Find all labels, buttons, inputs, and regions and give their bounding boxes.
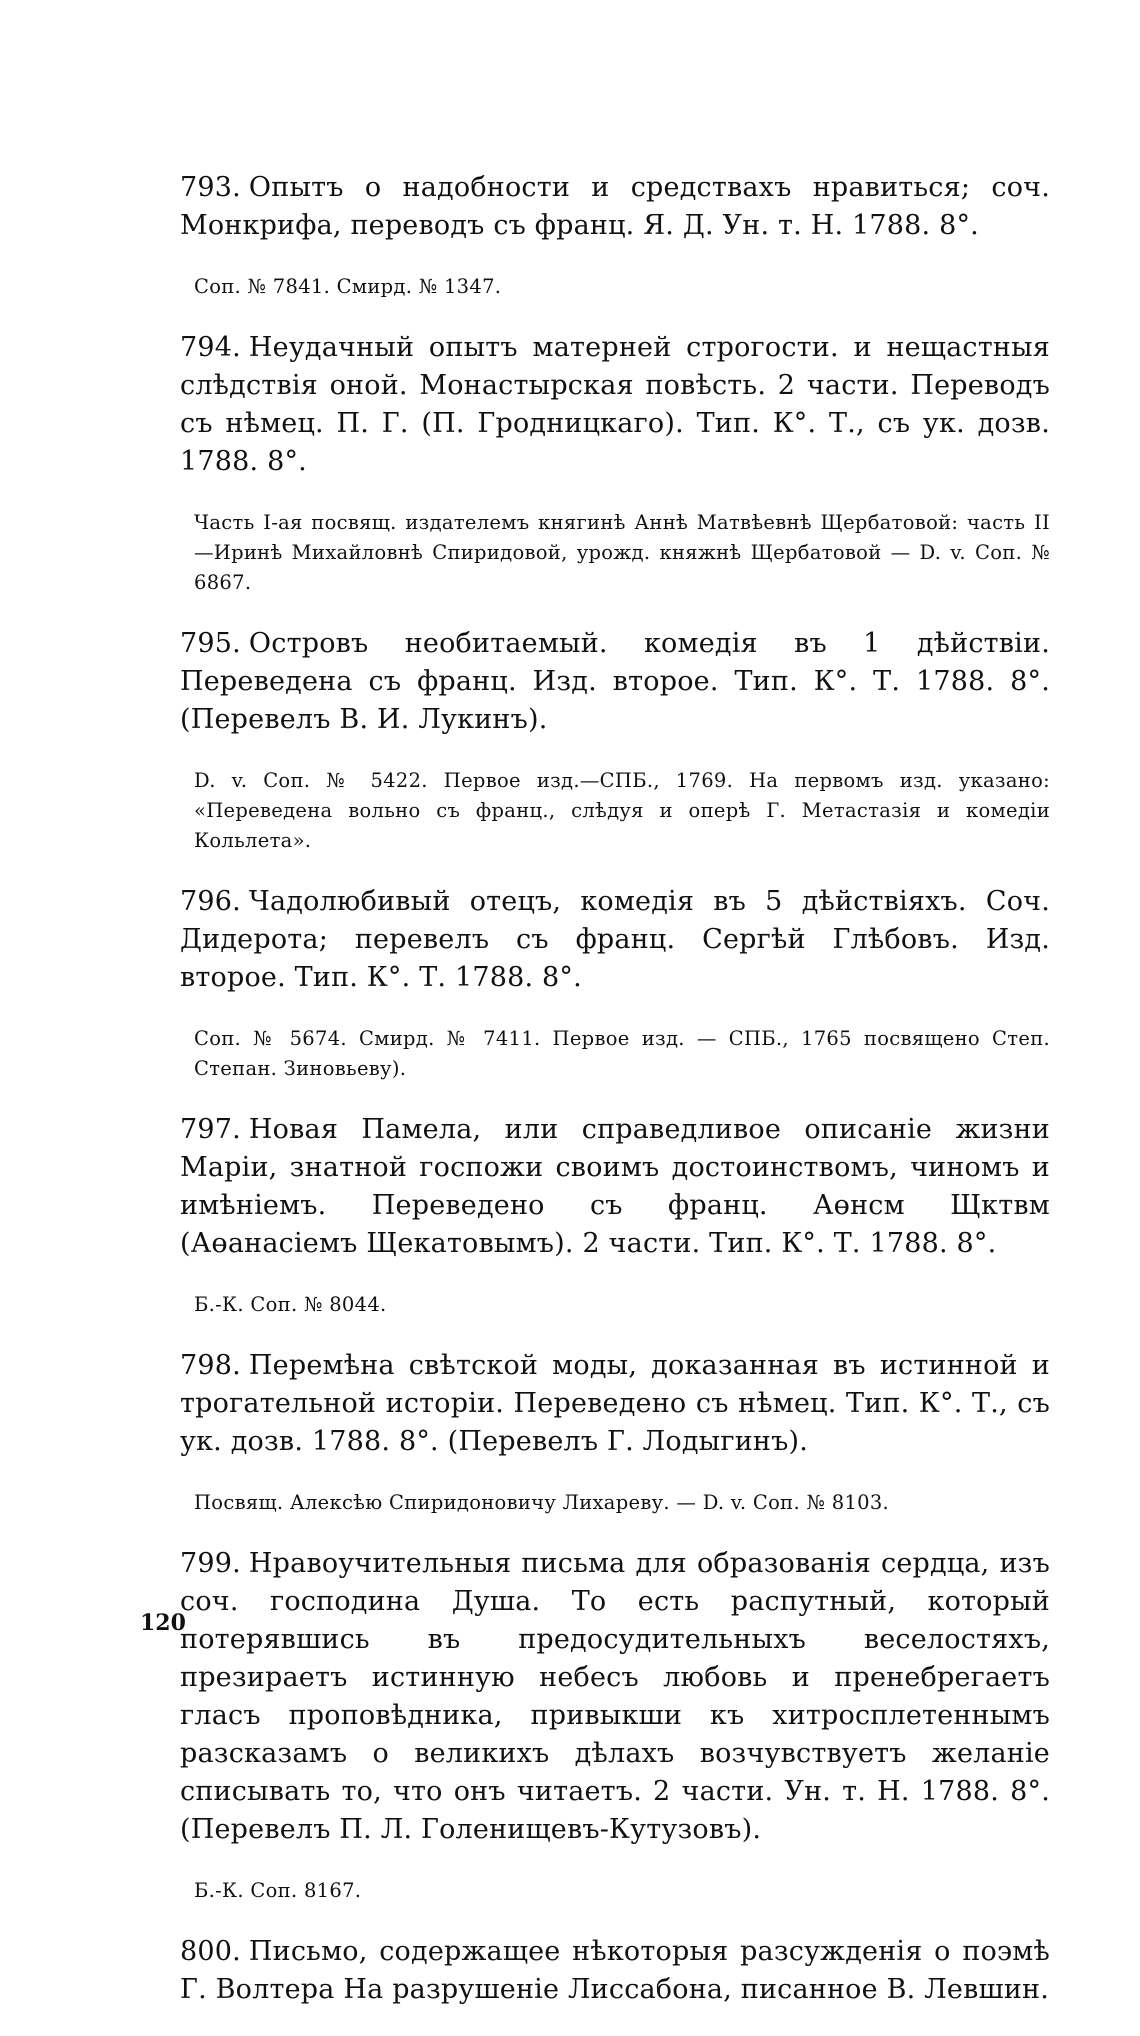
entry-text: 794. Неудачный опытъ матерней строгости. и нещастныя слѣдствія оной. Монастырская повѣсть. 2 части. Переводъ съ нѣмец. П. Г. (П. Гродницкаго). Тип. К°. Т., съ ук. дозв. 1788. 8°. (180, 332, 1050, 477)
entry-note: Б.-К. Соп. 8167. (194, 1879, 362, 1902)
entry-note: Посвящ. Алексѣю Спиридоновичу Лихареву. — D. v. Соп. № 8103. (194, 1491, 890, 1514)
entry-text: 797. Новая Памела, или справедливое описаніе жизни Маріи, знатной госпожи своимъ достоинствомъ, чиномъ и имѣніемъ. Переведено съ франц. Аөнсм Щктвм (Аөанасіемъ Щекатовымъ). 2 части. Тип. К°. Т. 1788. 8°. (180, 1114, 1050, 1259)
entry-795 (180, 625, 1050, 856)
entry-text: 795. Островъ необитаемый. комедія въ 1 дѣйствіи. Переведена съ франц. Изд. второе. Тип. К°. Т. 1788. 8°. (Перевелъ В. И. Лукинъ). (180, 628, 1050, 735)
page-number: 120 (140, 1610, 186, 1636)
entry-note: Б.-К. Соп. № 8044. (194, 1293, 387, 1316)
entry-798 (180, 1347, 1050, 1518)
entry-794 (180, 329, 1050, 598)
entry-number: 797. (180, 1114, 241, 1145)
entry-text: 796. Чадолюбивый отецъ, комедія въ 5 дѣйствіяхъ. Соч. Дидерота; перевелъ съ франц. Сергѣй Глѣбовъ. Изд. второе. Тип. К°. Т. 1788. 8°. (180, 886, 1050, 993)
entry-number: 800. (180, 1936, 241, 1967)
entry-note: Соп. № 7841. Смирд. № 1347. (194, 275, 502, 298)
entry-number: 799. (180, 1548, 241, 1579)
entry-number: 793. (180, 172, 241, 203)
bibliography-entries (180, 142, 1050, 2036)
entry-799 (180, 1545, 1050, 1906)
entry-800 (180, 1933, 1050, 2009)
entry-793 (180, 169, 1050, 302)
entry-number: 795. (180, 628, 241, 659)
entry-note: D. v. Соп. № 5422. Первое изд.—СПБ., 1769. На первомъ изд. указано: «Переведена вольно съ франц., слѣдуя и оперѣ Г. Метастазія и комедіи Кольлета». (194, 769, 1050, 852)
entry-number: 796. (180, 886, 241, 917)
entry-796 (180, 883, 1050, 1084)
entry-number: 798. (180, 1350, 241, 1381)
entry-text: 800. Письмо, содержащее нѣкоторыя разсужденія о поэмѣ Г. Волтера На разрушеніе Лиссабона, писанное В. Левшин. (180, 1936, 1050, 2005)
entry-note: Часть I-ая посвящ. издателемъ княгинѣ Аннѣ Матвѣевнѣ Щербатовой: часть II—Иринѣ Михайловнѣ Спиридовой, урожд. княжнѣ Щербатовой — D. v. Соп. № 6867. (194, 511, 1050, 594)
entry-note: Соп. № 5674. Смирд. № 7411. Первое изд. — СПБ., 1765 посвящено Степ. Степан. Зиновьеву). (194, 1027, 1050, 1080)
entry-text: 798. Перемѣна свѣтской моды, доказанная въ истинной и трогательной исторіи. Переведено съ нѣмец. Тип. К°. Т., съ ук. дозв. 1788. 8°. (Перевелъ Г. Лодыгинъ). (180, 1350, 1050, 1457)
entry-797 (180, 1111, 1050, 1320)
entry-text: 793. Опытъ о надобности и средствахъ нравиться; соч. Монкрифа, переводъ съ франц. Я. Д. Ун. т. Н. 1788. 8°. (180, 172, 1050, 241)
entry-number: 794. (180, 332, 241, 363)
entry-text: 799. Нравоучительныя письма для образованія сердца, изъ соч. господина Душа. То есть распутный, который потерявшись въ предосудительныхъ веселостяхъ, презираетъ истинную небесъ любовь и пренебрегаетъ гласъ проповѣдника, привыкши къ хитросплетеннымъ разсказамъ о великихъ дѣлахъ возчувствуетъ желаніе списывать то, что онъ читаетъ. 2 части. Ун. т. Н. 1788. 8°. (Перевелъ П. Л. Голенищевъ-Кутузовъ). (180, 1548, 1050, 1845)
